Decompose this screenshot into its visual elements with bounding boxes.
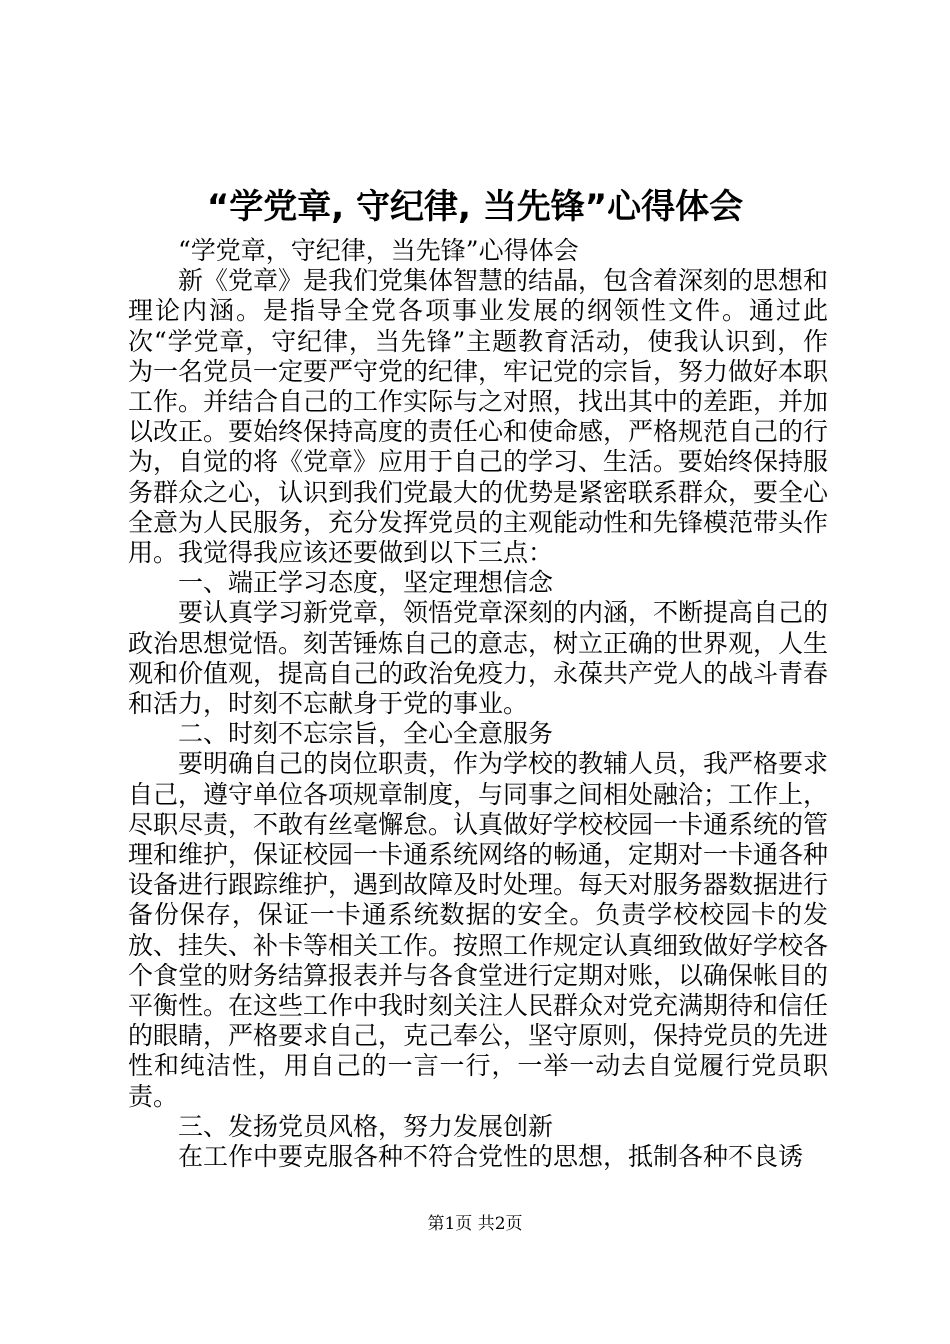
document-body [128,236,828,1172]
section-paragraph-2: 要明确自己的岗位职责，作为学校的教辅人员，我严格要求自己，遵守单位各项规章制度，与同事之间相处融洽；工作上，尽职尽责，不敢有丝毫懈怠。认真做好学校校园一卡通系统的管理和维护，保证校园一卡通系统网络的畅通，定期对一卡通各种设备进行跟踪维护，遇到故障及时处理。每天对服务器数据进行备份保存，保证一卡通系统数据的安全。负责学校校园卡的发放、挂失、补卡等相关工作。按照工作规定认真细致做好学校各个食堂的财务结算报表并与各食堂进行定期对账，以确保帐目的平衡性。在这些工作中我时刻关注人民群众对党充满期待和信任的眼睛，严格要求自己，克己奉公，坚守原则，保持党员的先进性和纯洁性，用自己的一言一行，一举一动去自觉履行党员职责。 [128,749,829,1111]
page-footer: 第1页 共2页 [427,1214,523,1234]
subtitle-paragraph: “学党章，守纪律，当先锋”心得体会 [178,236,579,265]
section-heading-2: 二、时刻不忘宗旨，全心全意服务 [178,719,554,749]
section-heading-3: 三、发扬党员风格，努力发展创新 [178,1111,554,1141]
section-paragraph-1: 要认真学习新党章，领悟党章深刻的内涵，不断提高自己的政治思想觉悟。刻苦锤炼自己的意志，树立正确的世界观，人生观和价值观，提高自己的政治免疫力，永葆共产党人的战斗青春和活力，时刻不忘献身于党的事业。 [128,598,829,719]
intro-paragraph: 新《党章》是我们党集体智慧的结晶，包含着深刻的思想和理论内涵。是指导全党各项事业发展的纲领性文件。通过此次“学党章，守纪律，当先锋”主题教育活动，使我认识到，作为一名党员一定要严守党的纪律，牢记党的宗旨，努力做好本职工作。并结合自己的工作实际与之对照，找出其中的差距，并加以改正。要始终保持高度的责任心和使命感，严格规范自己的行为，自觉的将《党章》应用于自己的学习、生活。要始终保持服务群众之心，认识到我们党最大的优势是紧密联系群众，要全心全意为人民服务，充分发挥党员的主观能动性和先锋模范带头作用。我觉得我应该还要做到以下三点： [128,266,829,568]
document-title: “学党章, 守纪律, 当先锋”心得体会 [206,187,744,227]
section-paragraph-3: 在工作中要克服各种不符合党性的思想，抵制各种不良诱 [178,1142,804,1172]
section-heading-1: 一、端正学习态度，坚定理想信念 [178,568,554,598]
